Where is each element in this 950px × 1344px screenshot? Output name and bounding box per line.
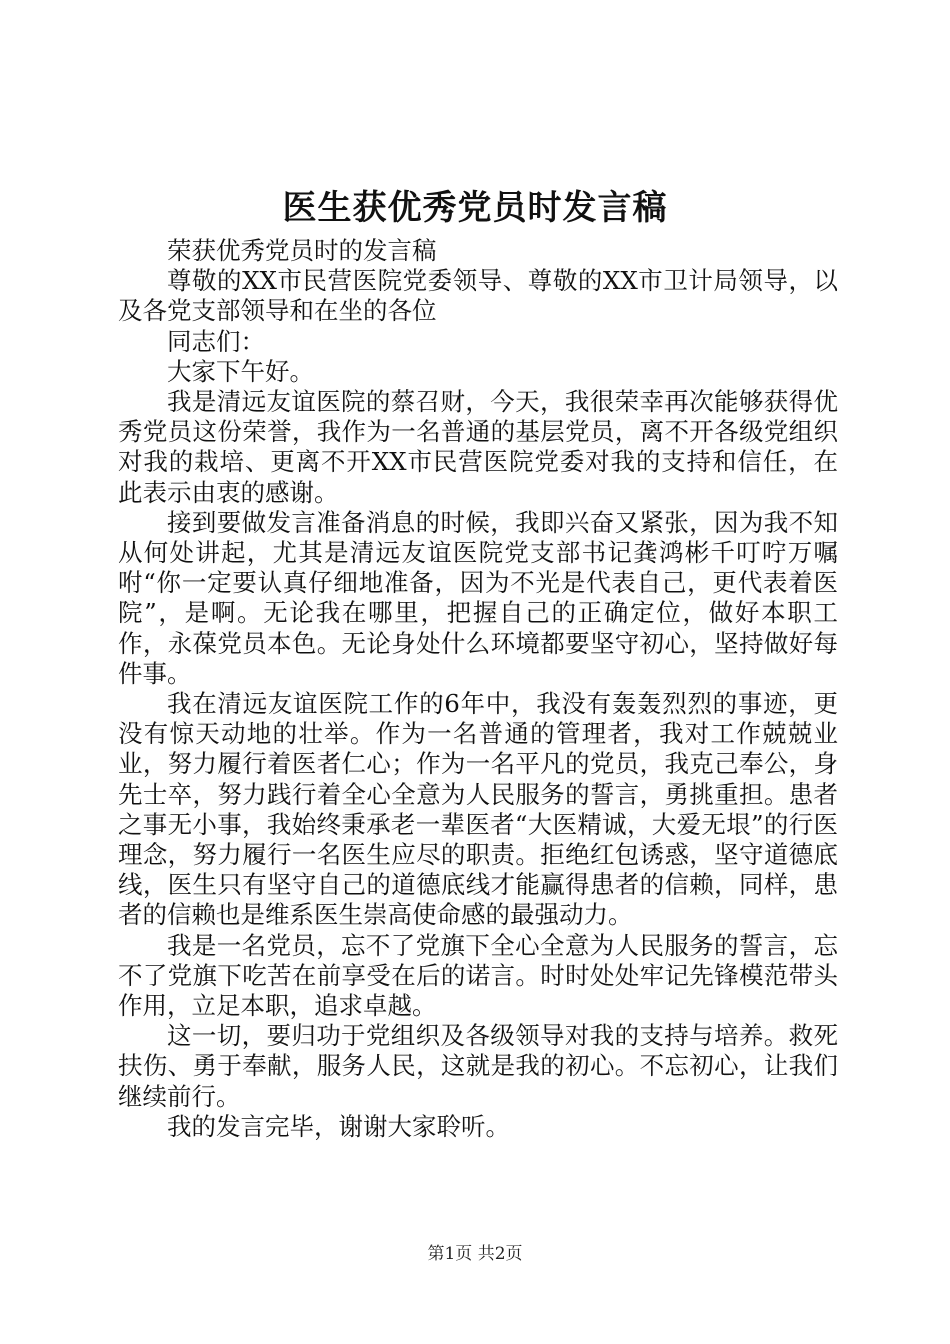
paragraph: 大家下午好。 <box>167 356 314 386</box>
paragraph: 荣获优秀党员时的发言稿 <box>167 236 437 265</box>
paragraph: 同志们： <box>167 326 265 356</box>
document-body <box>118 236 838 1142</box>
paragraph: 尊敬的XX市民营医院党委领导、尊敬的XX市卫计局领导，以及各党支部领导和在坐的各位 <box>118 266 838 326</box>
paragraph: 我在清远友谊医院工作的6年中，我没有轰轰烈烈的事迹，更没有惊天动地的壮举。作为一名普通的管理者，我对工作兢兢业业，努力履行着医者仁心；作为一名平凡的党员，我克己奉公，身先士卒，努力践行着全心全意为人民服务的誓言，勇挑重担。患者之事无小事，我始终秉承老一辈医者“大医精诚，大爱无垠”的行医理念，努力履行一名医生应尽的职责。拒绝红包诱惑，坚守道德底线，医生只有坚守自己的道德底线才能赢得患者的信赖，同样，患者的信赖也是维系医生崇高使命感的最强动力。 <box>118 689 838 930</box>
paragraph: 接到要做发言准备消息的时候，我即兴奋又紧张，因为我不知从何处讲起，尤其是清远友谊医院党支部书记龚鸿彬千叮咛万嘱咐“你一定要认真仔细地准备，因为不光是代表自己，更代表着医院”，是啊。无论我在哪里，把握自己的正确定位，做好本职工作，永葆党员本色。无论身处什么环境都要坚守初心，坚持做好每件事。 <box>118 507 838 688</box>
paragraph: 我的发言完毕，谢谢大家聆听。 <box>167 1111 510 1141</box>
paragraph: 这一切，要归功于党组织及各级领导对我的支持与培养。救死扶伤、勇于奉献，服务人民，这就是我的初心。不忘初心，让我们继续前行。 <box>118 1021 838 1111</box>
paragraph: 我是清远友谊医院的蔡召财，今天，我很荣幸再次能够获得优秀党员这份荣誉，我作为一名普通的基层党员，离不开各级党组织对我的栽培、更离不开XX市民营医院党委对我的支持和信任，在此表示由衷的感谢。 <box>118 387 838 507</box>
paragraph: 我是一名党员，忘不了党旗下全心全意为人民服务的誓言，忘不了党旗下吃苦在前享受在后的诺言。时时处处牢记先锋模范带头作用，立足本职，追求卓越。 <box>118 930 838 1021</box>
document-title: 医生获优秀党员时发言稿 <box>282 188 668 228</box>
page-footer: 第1页 共2页 <box>427 1244 523 1264</box>
